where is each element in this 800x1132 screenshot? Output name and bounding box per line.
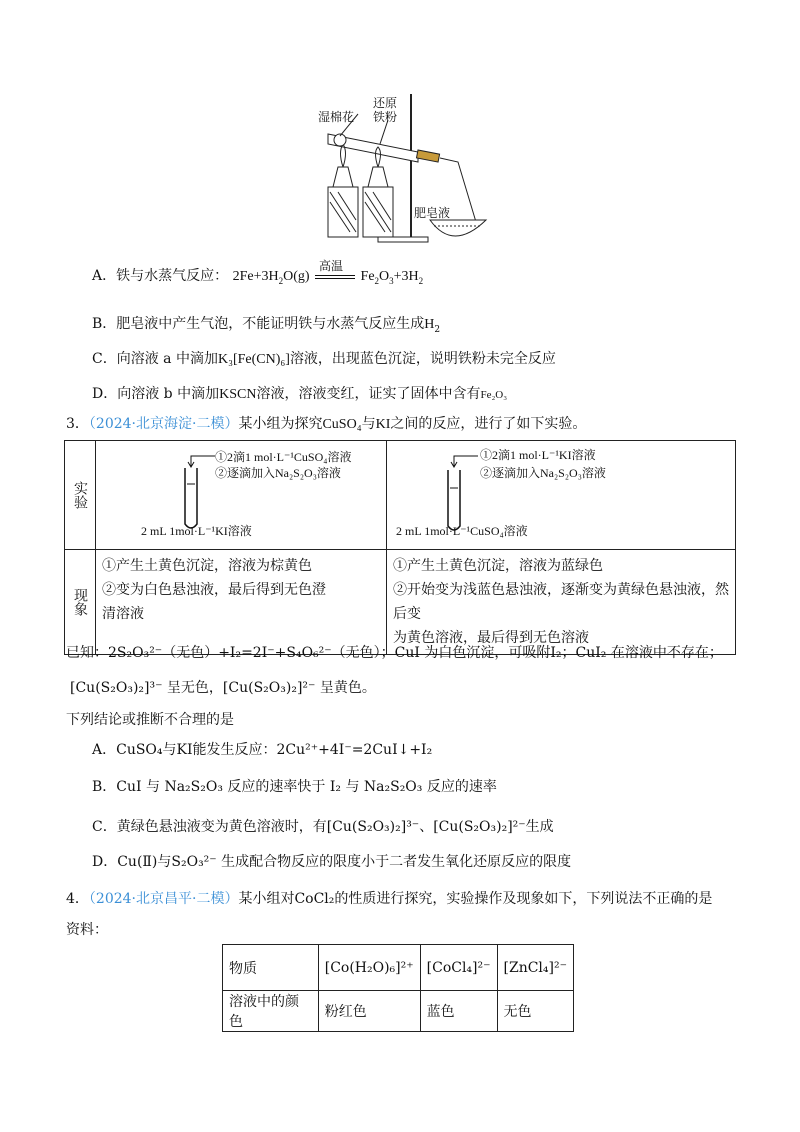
q2-option-a: A．铁与水蒸气反应： $2Fe+3H_2O(g)$ 高温 $Fe_2O_3+3H_2$ <box>92 259 424 286</box>
row-label-observation: 现象 <box>65 550 96 655</box>
th-co-h2o: [Co(H₂O)₆]²⁺ <box>318 945 420 991</box>
label-cotton: 湿棉花 <box>318 110 355 124</box>
th-zncl4: [ZnCl₄]²⁻ <box>497 945 573 991</box>
q4-stem: 4．（2024·北京昌平·二模）某小组对CoCl₂的性质进行探究，实验操作及现象如下，下列说法不正确的是 <box>66 891 713 907</box>
label-iron: 还原铁粉 <box>373 96 398 124</box>
q3-stem: 3．（2024·北京海淀·二模）某小组为探究CuSO₄与KI之间的反应，进行了如下实验。 <box>66 416 587 432</box>
exp1-base: 2 mL 1mol·L⁻¹KI溶液 <box>141 524 252 538</box>
q3-ask: 下列结论或推断不合理的是 <box>66 712 234 728</box>
exp1-step1: ①2滴1 mol·L⁻¹CuSO₄溶液 <box>215 450 352 464</box>
q2-option-d: D．向溶液 b 中滴加KSCN溶液，溶液变红，证实了固体中含有Fe₂O₃ <box>92 386 508 402</box>
observation-2: ①产生土黄色沉淀，溶液为蓝绿色 ②开始变为浅蓝色悬浊液，逐渐变为黄绿色悬浊液，然后变 为黄色溶液，最后得到无色溶液 <box>387 550 736 655</box>
apparatus-figure <box>318 92 488 252</box>
q2-option-b: B．肥皂液中产生气泡，不能证明铁与水蒸气反应生成$H_2$ <box>92 316 441 335</box>
q3-option-b: B．CuI 与 Na₂S₂O₃ 反应的速率快于 I₂ 与 Na₂S₂O₃ 反应的速率 <box>92 779 497 795</box>
label-soap: 肥皂液 <box>414 206 451 220</box>
q2-option-c: C．向溶液 a 中滴加K₃[Fe(CN)₆]溶液，出现蓝色沉淀，说明铁粉未完全反应 <box>92 351 556 367</box>
q4-color-table <box>222 944 574 1032</box>
th-substance: 物质 <box>223 945 319 991</box>
q3-experiment-table <box>64 440 736 655</box>
th-cocl4: [CoCl₄]²⁻ <box>420 945 497 991</box>
exp2-step2: ②逐滴加入Na₂S₂O₃溶液 <box>480 466 606 480</box>
tr-color-colorless: 无色 <box>497 991 573 1032</box>
exp1-step2: ②逐滴加入Na₂S₂O₃溶液 <box>215 466 341 480</box>
experiment-2 <box>387 441 736 550</box>
q3-option-c: C．黄绿色悬浊液变为黄色溶液时，有[Cu(S₂O₃)₂]³⁻、[Cu(S₂O₃)₂]²⁻生成 <box>92 819 554 835</box>
observation-1: ①产生土黄色沉淀，溶液为棕黄色 ②变为白色悬浊液，最后得到无色澄 清溶液 <box>96 550 387 655</box>
experiment-1 <box>96 441 387 550</box>
tr-color-pink: 粉红色 <box>318 991 420 1032</box>
q3-known-1: 已知：2S₂O₃²⁻（无色）+I₂=2I⁻+S₄O₆²⁻（无色）；CuI 为白色沉淀，可吸附I₂；CuI₂ 在溶液中不存在； <box>66 645 723 661</box>
exp2-step1: ①2滴1 mol·L⁻¹KI溶液 <box>480 448 596 462</box>
q3-known-2: [Cu(S₂O₃)₂]³⁻ 呈无色，[Cu(S₂O₃)₂]²⁻ 呈黄色。 <box>70 680 376 696</box>
row-label-experiment: 实验 <box>65 441 96 550</box>
q3-option-a: A．CuSO₄与KI能发生反应：2Cu²⁺+4I⁻=2CuI↓+I₂ <box>92 742 433 758</box>
q4-material: 资料： <box>66 922 108 938</box>
q3-option-d: D．Cu(Ⅱ)与S₂O₃²⁻ 生成配合物反应的限度小于二者发生氧化还原反应的限度 <box>92 854 572 870</box>
tr-color-label: 溶液中的颜色 <box>223 991 319 1032</box>
exp2-base: 2 mL 1mol·L⁻¹CuSO₄溶液 <box>396 524 528 538</box>
tr-color-blue: 蓝色 <box>420 991 497 1032</box>
